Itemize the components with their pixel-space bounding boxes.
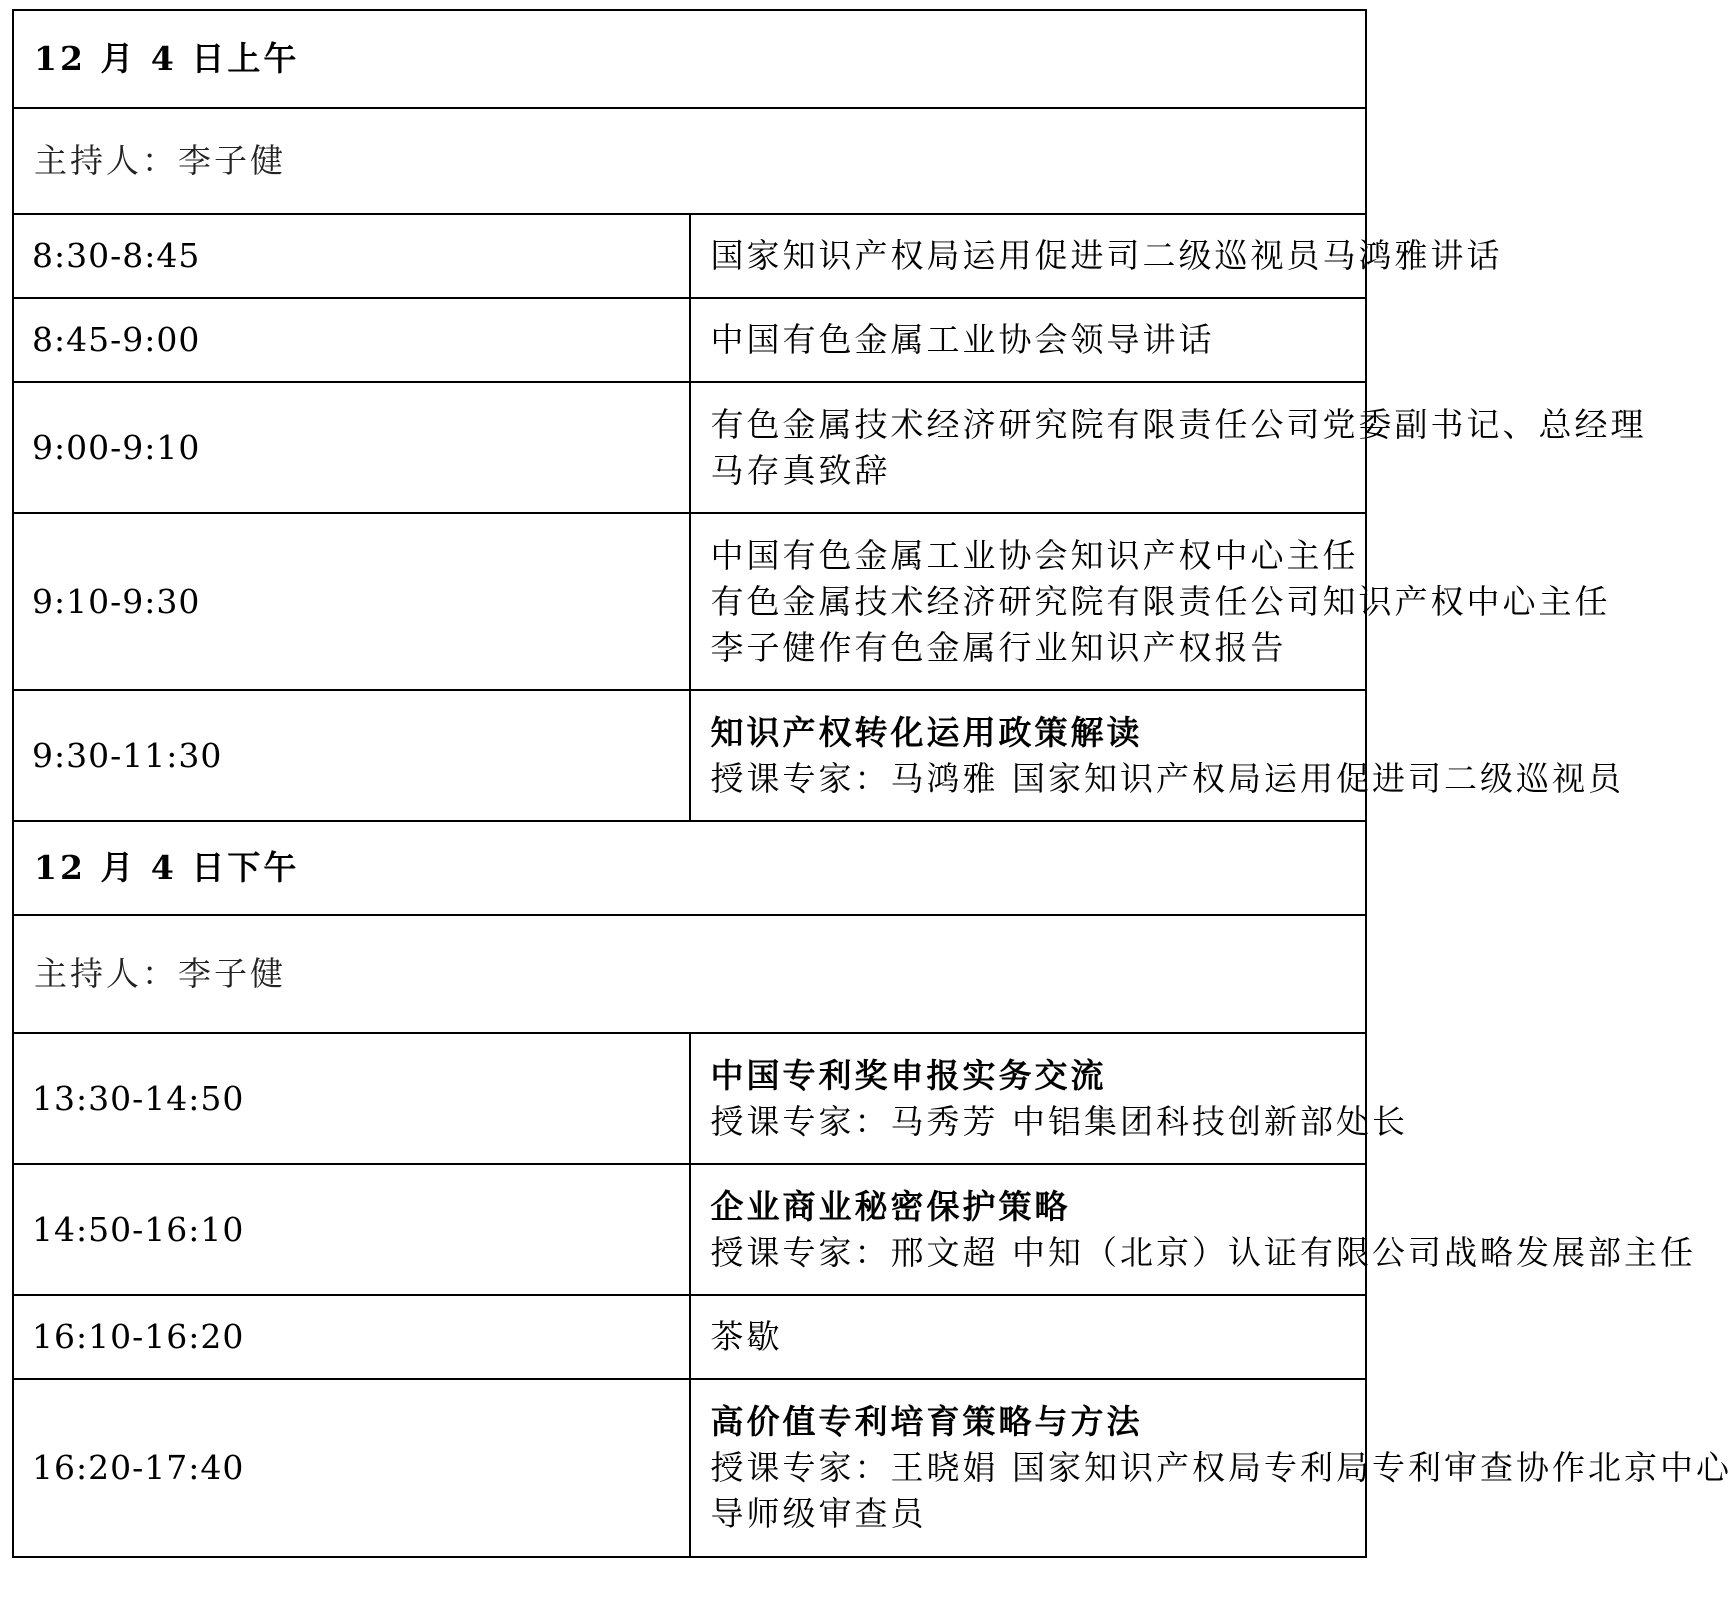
section-header-row — [13, 10, 1366, 108]
section-header-row — [13, 821, 1366, 915]
host-row — [13, 915, 1366, 1033]
content-line: 国家知识产权局运用促进司二级巡视员马鸿雅讲话 — [710, 236, 1503, 275]
host-label: 主持人：李子健 — [13, 108, 1366, 214]
session-topic: 知识产权转化运用政策解读 — [710, 712, 1143, 752]
table-row — [13, 214, 1366, 298]
content-cell — [690, 382, 1647, 513]
table-row — [13, 1033, 1366, 1164]
time-cell: 13:30-14:50 — [13, 1033, 690, 1164]
section-title: 12 月 4 日上午 — [13, 10, 1366, 108]
time-cell: 8:30-8:45 — [13, 214, 690, 298]
content-line: 导师级审查员 — [710, 1494, 927, 1533]
time-cell: 16:20-17:40 — [13, 1379, 690, 1557]
session-topic: 企业商业秘密保护策略 — [710, 1186, 1071, 1226]
content-line: 有色金属技术经济研究院有限责任公司知识产权中心主任 — [710, 581, 1611, 621]
content-line: 马存真致辞 — [710, 450, 891, 490]
content-line: 授课专家：王晓娟 国家知识产权局专利局专利审查协作北京中心 — [710, 1448, 1732, 1487]
content-line: 授课专家：马秀芳 中铝集团科技创新部处长 — [710, 1101, 1408, 1141]
time-cell: 8:45-9:00 — [13, 298, 690, 382]
time-cell: 9:30-11:30 — [13, 690, 690, 821]
table-row — [13, 1295, 1366, 1379]
table-row — [13, 1164, 1366, 1295]
content-line: 有色金属技术经济研究院有限责任公司党委副书记、总经理 — [710, 404, 1647, 444]
time-cell: 14:50-16:10 — [13, 1164, 690, 1295]
table-row — [13, 298, 1366, 382]
content-cell — [690, 1033, 1408, 1164]
content-cell — [690, 214, 1503, 298]
content-line: 李子健作有色金属行业知识产权报告 — [710, 627, 1287, 667]
time-cell: 16:10-16:20 — [13, 1295, 690, 1379]
schedule-table — [12, 9, 1732, 1558]
table-row — [13, 513, 1366, 690]
section-title: 12 月 4 日下午 — [13, 821, 1366, 915]
content-cell — [690, 1164, 1696, 1295]
table-row — [13, 1379, 1366, 1557]
content-line: 授课专家：邢文超 中知（北京）认证有限公司战略发展部主任 — [710, 1232, 1696, 1272]
content-cell — [690, 298, 1367, 382]
content-cell — [690, 1379, 1732, 1557]
time-cell: 9:10-9:30 — [13, 513, 690, 690]
content-line: 中国有色金属工业协会知识产权中心主任 — [710, 535, 1359, 575]
host-label: 主持人：李子健 — [13, 915, 1366, 1033]
content-line: 茶歇 — [710, 1317, 783, 1356]
table-row — [13, 690, 1366, 821]
host-row — [13, 108, 1366, 214]
content-cell — [690, 1295, 1367, 1379]
content-line: 授课专家：马鸿雅 国家知识产权局运用促进司二级巡视员 — [710, 758, 1624, 798]
time-cell: 9:00-9:10 — [13, 382, 690, 513]
content-line: 中国有色金属工业协会领导讲话 — [710, 320, 1215, 359]
session-topic: 高价值专利培育策略与方法 — [710, 1402, 1143, 1441]
table-row — [13, 382, 1366, 513]
content-cell — [690, 690, 1624, 821]
content-cell — [690, 513, 1611, 690]
session-topic: 中国专利奖申报实务交流 — [710, 1055, 1107, 1095]
